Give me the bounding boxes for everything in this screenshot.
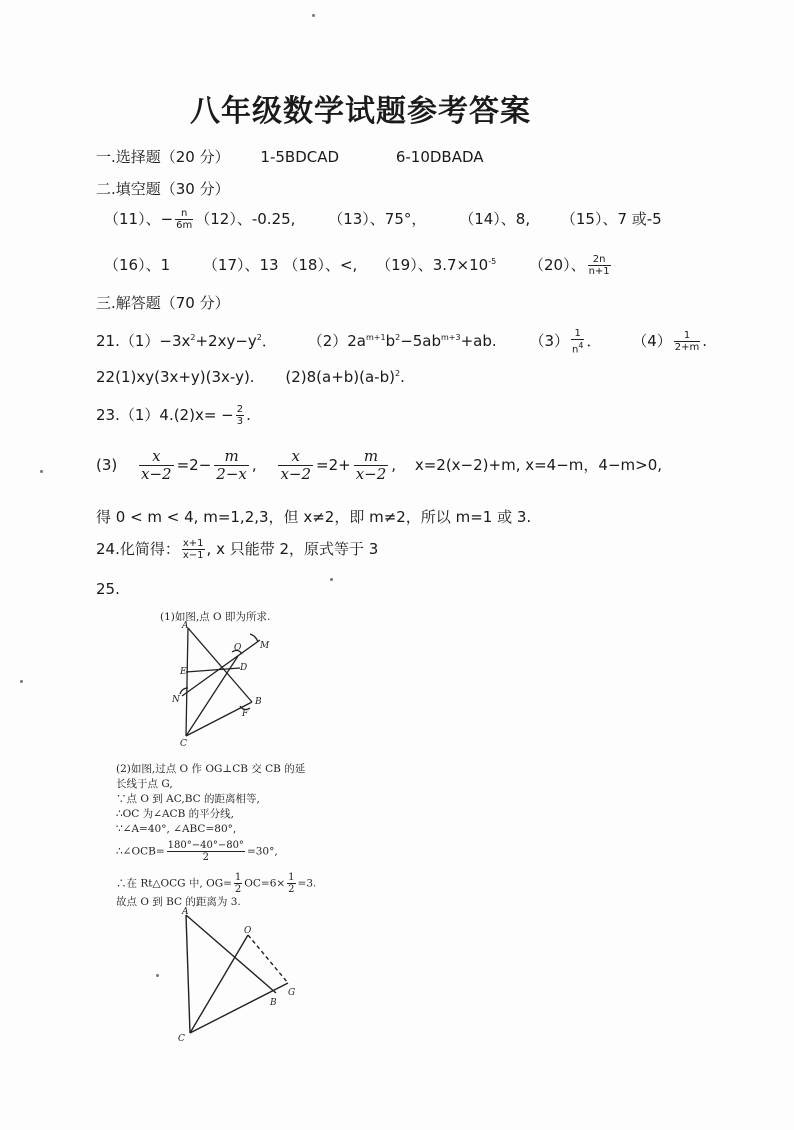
point-A2-label: A	[182, 907, 189, 917]
question-23-3: (3) $\frac{x}{x-2}$ =2− $\frac{m}{2-x}$ , $\frac{x}{x-2}$ =2+ $\frac{m}{x-2}$ , x=2(x−2)+m, x=4−m，4−m>0,	[96, 447, 663, 483]
question-22: 22(1)xy(3x+y)(3x-y). $(2)8(a+b)(a-b)^2$.	[96, 368, 405, 386]
solution-25-2-line-5: ∵∠A=40°, ∠ABC=80°,	[116, 823, 237, 835]
fraction-23: $\frac{2}{3}$	[236, 404, 244, 427]
solution-25-2-line-7: ∴在 Rt△OCG 中, OG= $\frac{1}{2}$ OC=6× $\frac{1}{2}$ =3.	[116, 872, 317, 895]
question-21: $21.(1)-3x^2+2xy-y^2$． $(2)2a^{m+1}b^2-5ab^{m+3}+ab$. （3） $\frac{1}{n^4}$ ． （4） $\frac{1}{2+m}$ .	[96, 328, 708, 356]
question-25-label: 25.	[96, 580, 120, 598]
answer-20: （20）、	[528, 256, 586, 274]
fraction-21-4: $\frac{1}{2+m}$	[674, 330, 700, 354]
point-F-label: F	[242, 709, 249, 719]
fill-line-2: （16）、1 （17）、13 （18）、<, （19）、$3.7\times 10^{-5}$ （20）、 $\frac{2n}{n+1}$	[104, 254, 610, 277]
fraction-11: $\frac{n}{6m}$	[176, 208, 193, 231]
point-B-label: B	[255, 697, 262, 707]
scan-speck	[40, 470, 43, 473]
solution-25-2-line-1: (2)如图,过点 O 作 OG⊥CB 交 CB 的延	[116, 763, 306, 775]
scan-speck	[312, 14, 315, 17]
fill-line-1	[104, 208, 662, 231]
answer-19: （19）、3.7×10	[376, 256, 489, 274]
point-D-label: D	[240, 663, 248, 673]
solution-25-2-line-8: 故点 O 到 BC 的距离为 3.	[116, 896, 241, 908]
answer-14: （14）、8,	[459, 210, 531, 228]
section-choice-label: 一.选择题（20 分）	[96, 148, 230, 166]
scan-speck	[20, 680, 23, 683]
point-C-label: C	[180, 739, 187, 749]
solution-25-2-line-3: ∵点 O 到 AC,BC 的距离相等,	[116, 793, 260, 805]
point-G2-label: G	[288, 988, 296, 998]
point-B2-label: B	[270, 998, 277, 1008]
figure-1-caption: (1)如图,点 O 即为所求.	[160, 611, 271, 623]
choice-answers-6-10: 6-10DBADA	[395, 148, 484, 166]
answer-11: （11）、−	[104, 210, 174, 228]
solution-25-2-line-6: ∴∠OCB= $\frac{180^\circ-40^\circ-80^\circ}{2}$ =30°,	[116, 840, 278, 863]
solution-25-2-line-2: 长线于点 G,	[116, 778, 173, 790]
answer-13: （13）、75°，	[328, 210, 427, 228]
section-solve-label: 三.解答题（70 分）	[96, 294, 230, 312]
page-title: 八年级数学试题参考答案	[190, 94, 531, 129]
answer-18: （18）、<,	[283, 256, 358, 274]
point-O-label: O	[234, 643, 242, 653]
figure-2-diagram	[170, 905, 310, 1045]
scan-speck	[330, 578, 333, 581]
question-24: 24.化简得： $\frac{x+1}{x-1}$ , x 只能带 2，原式等于 3	[96, 538, 379, 561]
point-A-label: A	[182, 621, 189, 631]
choice-answers-1-5: 1-5BDCAD	[260, 148, 340, 166]
answer-17: （17）、13	[202, 256, 279, 274]
question-23-conclusion: 得 0 < m < 4, m=1,2,3，但 x≠2，即 m≠2，所以 m=1 或 3.	[96, 508, 532, 526]
figure-1-diagram	[160, 620, 290, 750]
point-O2-label: O	[244, 926, 252, 936]
answer-12: （12）、-0.25,	[195, 210, 296, 228]
fraction-21-3: $\frac{1}{n^4}$	[572, 328, 584, 356]
section-choice	[96, 146, 484, 167]
solution-25-2-line-4: ∴OC 为∠ACB 的平分线,	[116, 808, 234, 820]
fraction-24: $\frac{x+1}{x-1}$	[182, 538, 204, 561]
answer-15: （15）、7 或-5	[560, 210, 662, 228]
point-N-label: N	[172, 695, 180, 705]
scan-speck	[156, 974, 159, 977]
section-fill-label: 二.填空题（30 分）	[96, 180, 230, 198]
point-C2-label: C	[178, 1034, 185, 1044]
point-M-label: M	[260, 641, 270, 651]
answer-16: （16）、1	[104, 256, 171, 274]
question-23-1: 23.（1）4.(2)x= − $\frac{2}{3}$ .	[96, 404, 251, 427]
point-E-label: E	[180, 667, 187, 677]
fraction-20: $\frac{2n}{n+1}$	[588, 254, 610, 277]
